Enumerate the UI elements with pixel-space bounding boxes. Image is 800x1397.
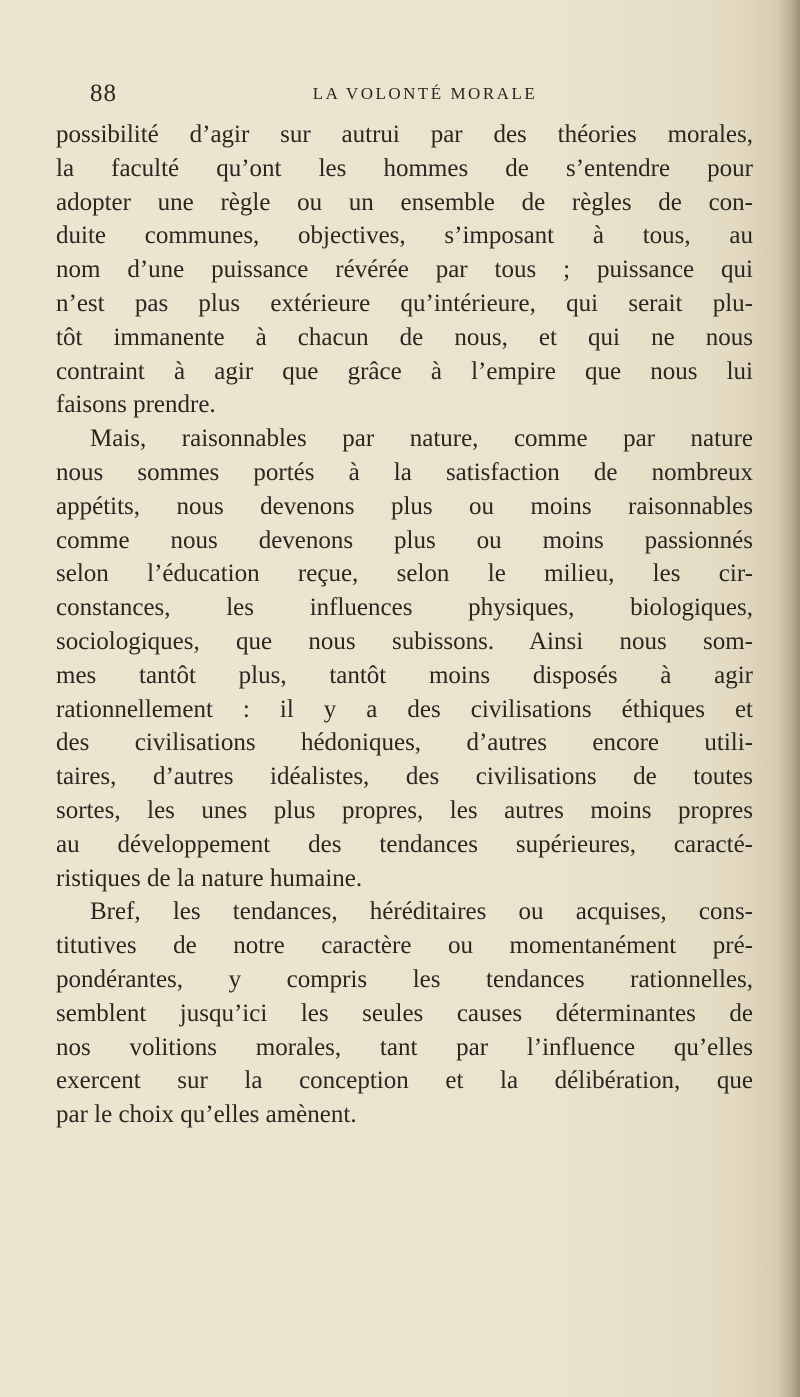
text-line: pondérantes, y compris les tendances rationnelles,	[56, 965, 753, 993]
text-line: ristiques de la nature humaine.	[56, 864, 363, 892]
text-line: selon l’éducation reçue, selon le milieu, les cir-	[56, 560, 753, 588]
text-line: sociologiques, que nous subissons. Ainsi nous som-	[56, 627, 753, 655]
body-text	[56, 118, 753, 1132]
paragraph-3	[56, 895, 753, 1132]
paragraph-1	[56, 118, 753, 422]
text-line: nos volitions morales, tant par l’influence qu’elles	[56, 1033, 753, 1061]
text-line: adopter une règle ou un ensemble de règles de con-	[56, 188, 753, 216]
text-line: tôt immanente à chacun de nous, et qui ne nous	[56, 323, 753, 351]
text-line: mes tantôt plus, tantôt moins disposés à agir	[56, 661, 753, 689]
text-line: n’est pas plus extérieure qu’intérieure, qui serait plu-	[56, 289, 753, 317]
text-line: sortes, les unes plus propres, les autres moins propres	[56, 796, 753, 824]
text-line: titutives de notre caractère ou momentanément pré-	[56, 932, 753, 960]
text-line: nom d’une puissance révérée par tous ; puissance qui	[56, 256, 753, 284]
text-line: Bref, les tendances, héréditaires ou acquises, cons-	[90, 898, 753, 926]
running-title: LA VOLONTÉ MORALE	[312, 84, 538, 103]
page-edge-shadow	[778, 0, 800, 1397]
page-header	[90, 80, 760, 110]
text-line: des civilisations hédoniques, d’autres encore utili-	[56, 729, 753, 757]
text-line: la faculté qu’ont les hommes de s’entendre pour	[56, 154, 753, 182]
text-line: exercent sur la conception et la délibération, que	[56, 1067, 753, 1095]
text-line: taires, d’autres idéalistes, des civilisations de toutes	[56, 763, 753, 791]
text-line: nous sommes portés à la satisfaction de nombreux	[56, 458, 753, 486]
paragraph-2	[56, 422, 753, 895]
page-number: 88	[90, 80, 117, 107]
text-line: rationnellement : il y a des civilisations éthiques et	[56, 695, 753, 723]
text-line: constances, les influences physiques, biologiques,	[56, 594, 753, 622]
text-line: contraint à agir que grâce à l’empire que nous lui	[56, 357, 753, 385]
text-line: duite communes, objectives, s’imposant à tous, au	[56, 222, 753, 250]
text-line: faisons prendre.	[56, 391, 216, 419]
text-line: au développement des tendances supérieures, caracté-	[56, 830, 753, 858]
text-line: comme nous devenons plus ou moins passionnés	[56, 526, 753, 554]
text-line: appétits, nous devenons plus ou moins raisonnables	[56, 492, 753, 520]
text-line: Mais, raisonnables par nature, comme par nature	[90, 425, 753, 453]
text-line: possibilité d’agir sur autrui par des théories morales,	[56, 121, 753, 148]
text-line: semblent jusqu’ici les seules causes déterminantes de	[56, 999, 753, 1027]
text-line: par le choix qu’elles amènent.	[56, 1101, 357, 1129]
